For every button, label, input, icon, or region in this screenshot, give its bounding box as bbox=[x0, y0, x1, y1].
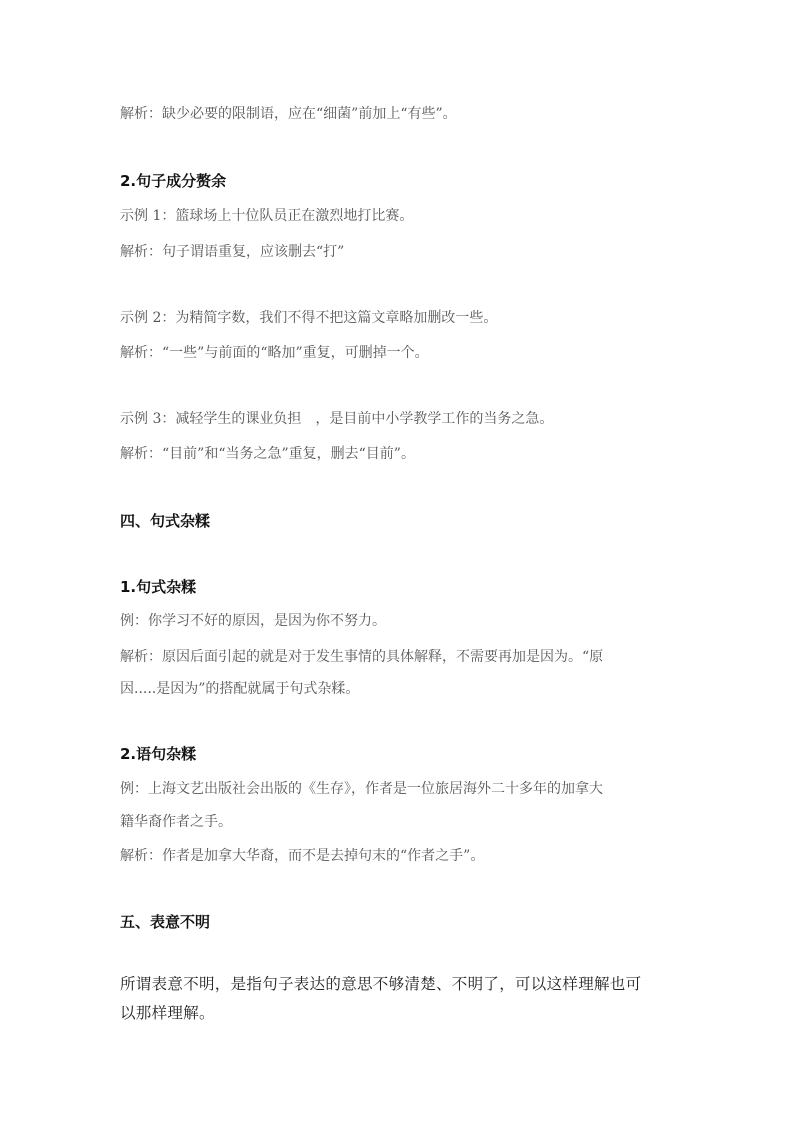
analysis-line: 解析：“一些”与前面的“略加”重复，可删掉一个。 bbox=[120, 345, 429, 361]
analysis-line: 解析：原因后面引起的就是对于发生事情的具体解释，不需要再加是因为。“原 bbox=[120, 649, 604, 665]
example-line: 例：你学习不好的原因，是因为你不努力。 bbox=[120, 613, 386, 629]
paragraph-line: 以那样理解。 bbox=[120, 1004, 215, 1022]
section-heading: 1.句式杂糅 bbox=[120, 578, 197, 596]
section-heading: 五、表意不明 bbox=[120, 913, 211, 931]
example-line: 示例 2：为精简字数，我们不得不把这篇文章略加删改一些。 bbox=[120, 310, 498, 326]
section-heading: 2.语句杂糅 bbox=[120, 745, 197, 763]
analysis-line: 因.....是因为”的搭配就属于句式杂糅。 bbox=[120, 681, 360, 697]
analysis-line: 解析：句子谓语重复，应该删去“打” bbox=[120, 244, 345, 260]
analysis-line: 解析：缺少必要的限制语，应在“细菌”前加上“有些”。 bbox=[120, 106, 457, 122]
example-line: 例：上海文艺出版社会出版的《生存》，作者是一位旅居海外二十多年的加拿大 bbox=[120, 781, 603, 797]
section-heading: 四、句式杂糅 bbox=[120, 512, 211, 530]
analysis-line: 解析：“目前”和“当务之急”重复，删去“目前”。 bbox=[120, 446, 415, 462]
section-heading: 2.句子成分赘余 bbox=[120, 172, 227, 190]
analysis-line: 解析：作者是加拿大华裔，而不是去掉句末的“作者之手”。 bbox=[120, 848, 485, 864]
paragraph-line: 所谓表意不明，是指句子表达的意思不够清楚、不明了，可以这样理解也可 bbox=[120, 975, 642, 993]
example-line: 示例 1：篮球场上十位队员正在激烈地打比赛。 bbox=[120, 208, 414, 224]
example-line: 示例 3：减轻学生的课业负担 ，是目前中小学教学工作的当务之急。 bbox=[120, 411, 554, 427]
example-line: 籍华裔作者之手。 bbox=[120, 814, 232, 830]
